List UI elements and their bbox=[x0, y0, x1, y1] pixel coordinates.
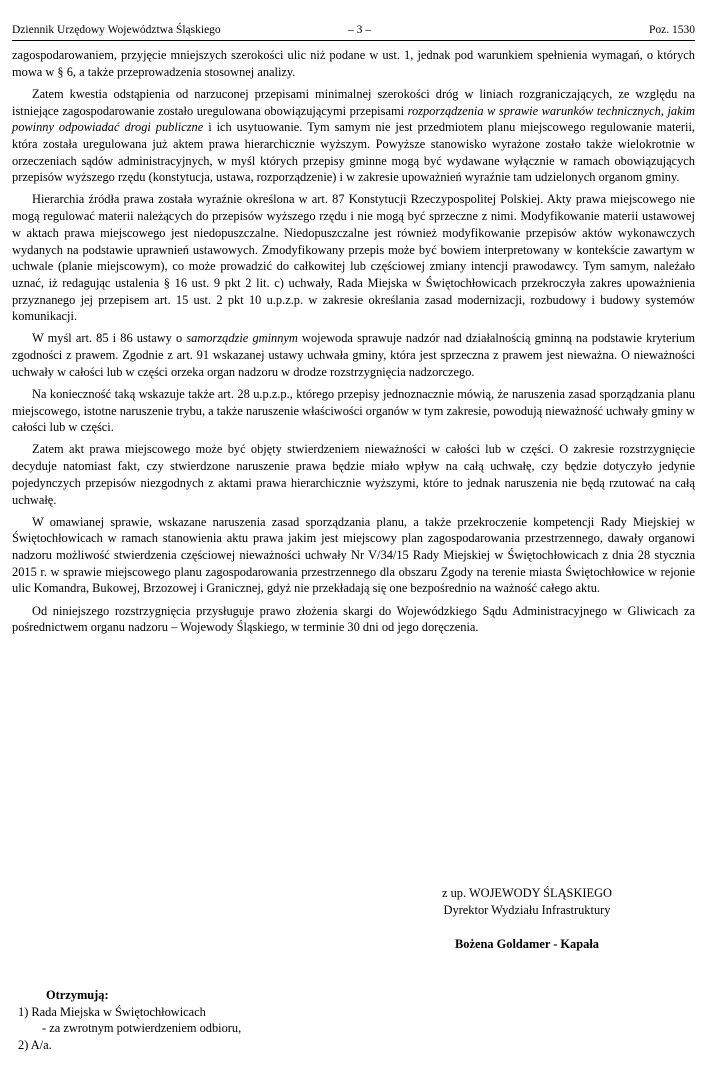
recipient-item-1: 1) Rada Miejska w Świętochłowicach bbox=[18, 1004, 206, 1019]
paragraph-5: Na konieczność taką wskazuje także art. 28 u.p.z.p., którego przepisy jednoznacznie mówią, że naruszenia zasad sporządzania planu miejscowego, istotne naruszenie trybu, a także naruszenie właściwości organów w tym zakresie, powodują nieważność uchwały gminy w całości lub w części. bbox=[12, 386, 695, 435]
recipient-item-1-note: - za zwrotnym potwierdzeniem odbioru, bbox=[42, 1021, 242, 1036]
recipients-list bbox=[18, 987, 241, 1053]
paragraph-1: zagospodarowaniem, przyjęcie mniejszych szerokości ulic niż podane w ust. 1, jednak pod warunkiem spełnienia wymagań, o których mowa w § 6, a także przeprowadzenia stosownej analizy. bbox=[12, 48, 695, 79]
recipients-heading: Otrzymują: bbox=[46, 988, 109, 1002]
paragraph-3: Hierarchia źródła prawa została wyraźnie określona w art. 87 Konstytucji Rzeczypospolitej Polskiej. Akty prawa miejscowego nie mogą regulować materii należących do przepisów wyższego rzędu i nie mogą być sprzeczne z nimi. Modyfikowanie materii ustawowej w aktach prawa miejscowego jest niedopuszczalne. Niedopuszczalne jest również modyfikowanie przepisów aktów wykonawczych wydanych na podstawie uprawnień ustawowych. Zmodyfikowany przepis może być bowiem interpretowany w kontekście zawartym w uchwale (planie miejscowym), co może prowadzić do całkowitej lub częściowej zmiany intencji prawodawcy. Tym samym, należało uznać, iż redagując ustalenia § 16 ust. 9 pkt 2 lit. c) uchwały, Rada Miejska w Świętochłowicach przekroczyła zakres upoważnienia przyznanego jej przepisem art. 15 ust. 2 pkt 10 u.p.z.p. w zakresie określania zasad modernizacji, rozbudowy i budowy systemów komunikacji. bbox=[12, 192, 695, 324]
signature-role: Dyrektor Wydziału Infrastruktury bbox=[443, 902, 611, 917]
position-number: Poz. 1530 bbox=[649, 24, 695, 36]
regulation-title: rozporządzenia w sprawie warunków technicznych, jakim powinny odpowiadać drogi publiczne bbox=[12, 103, 695, 135]
page-header bbox=[12, 22, 695, 41]
recipient-item-2: 2) A/a. bbox=[18, 1037, 52, 1052]
paragraph-7: W omawianej sprawie, wskazane naruszenia zasad sporządzania planu, a także przekroczenie kompetencji Rady Miejskiej w Świętochłowicach w ramach stanowienia aktu prawa jakim jest miejscowy plan zagospodarowania przestrzennego, dawały organowi nadzoru możliwość stwierdzenia częściowej nieważności uchwały Nr V/34/15 Rady Miejskiej w Świętochłowicach z dnia 28 stycznia 2015 r. w sprawie miejscowego planu zagospodarowania przestrzennego dla obszaru Zgody na terenie miasta Świętochłowice w rejonie ulic Komandra, Bukowej, Brzozowej i Granicznej, gdyż nie przekładają się one bezpośrednio na ważność całego aktu. bbox=[12, 514, 695, 596]
signature-block bbox=[420, 885, 634, 953]
act-title: samorządzie gminnym bbox=[186, 331, 298, 346]
signatory-name: Bożena Goldamer - Kapała bbox=[455, 937, 599, 951]
paragraph-2: Zatem kwestia odstąpienia od narzuconej przepisami minimalnej szerokości dróg w liniach rozgraniczających, ze względu na istniejące zagospodarowanie zostało uregulowana obowiązującymi przepisami rozporządzenia w sprawie warunków technicznych, jakim powinny odpowiadać drogi publiczne i ich usytuowanie. Tym samym nie jest przedmiotem planu miejscowego regulowanie materii, która została uregulowana już aktem prawa hierarchicznie wyższym. Powyższe stanowisko wyrażone zostało także wielokrotnie w orzeczeniach sądów administracyjnych, w myśl których przepisy gminne mogą być wydawane wyłącznie w ramach obowiązujących przepisów wyższego rzędu (konstytucja, ustawa, rozporządzenie) i w zakresie upoważnień wyraźnie tam udzielonych organom gminy. bbox=[12, 86, 695, 185]
paragraph-6: Zatem akt prawa miejscowego może być objęty stwierdzeniem nieważności w całości lub w części. O zakresie rozstrzygnięcie decyduje natomiast fakt, czy stwierdzone naruszenie prawa będzie miało wpływ na całą uchwałę, czy będzie dotyczyło jedynie pojedynczych przepisów niezgodnych z aktami prawa hierarchicznie wyższymi, które to jednak naruszenia nie będą rzutować na całą uchwałę. bbox=[12, 442, 695, 507]
journal-title: Dziennik Urzędowy Województwa Śląskiego bbox=[12, 24, 221, 36]
paragraph-8: Od niniejszego rozstrzygnięcia przysługuje prawo złożenia skargi do Wojewódzkiego Sądu Administracyjnego w Gliwicach za pośrednictwem organu nadzoru – Wojewody Śląskiego, w terminie 30 dni od jego doręczenia. bbox=[12, 603, 695, 635]
page-number: – 3 – bbox=[348, 24, 371, 36]
document-body bbox=[12, 47, 695, 641]
paragraph-4: W myśl art. 85 i 86 ustawy o samorządzie gminnym wojewoda sprawuje nadzór nad działalnością gminną na podstawie kryterium zgodności z prawem. Zgodnie z art. 91 wskazanej ustawy uchwała gminy, która jest sprzeczna z prawem jest nieważna. O nieważności uchwały w całości lub w części orzeka organ nadzoru w drodze rozstrzygnięcia nadzorczego. bbox=[12, 331, 695, 379]
signature-authority: z up. WOJEWODY ŚLĄSKIEGO bbox=[441, 886, 612, 900]
